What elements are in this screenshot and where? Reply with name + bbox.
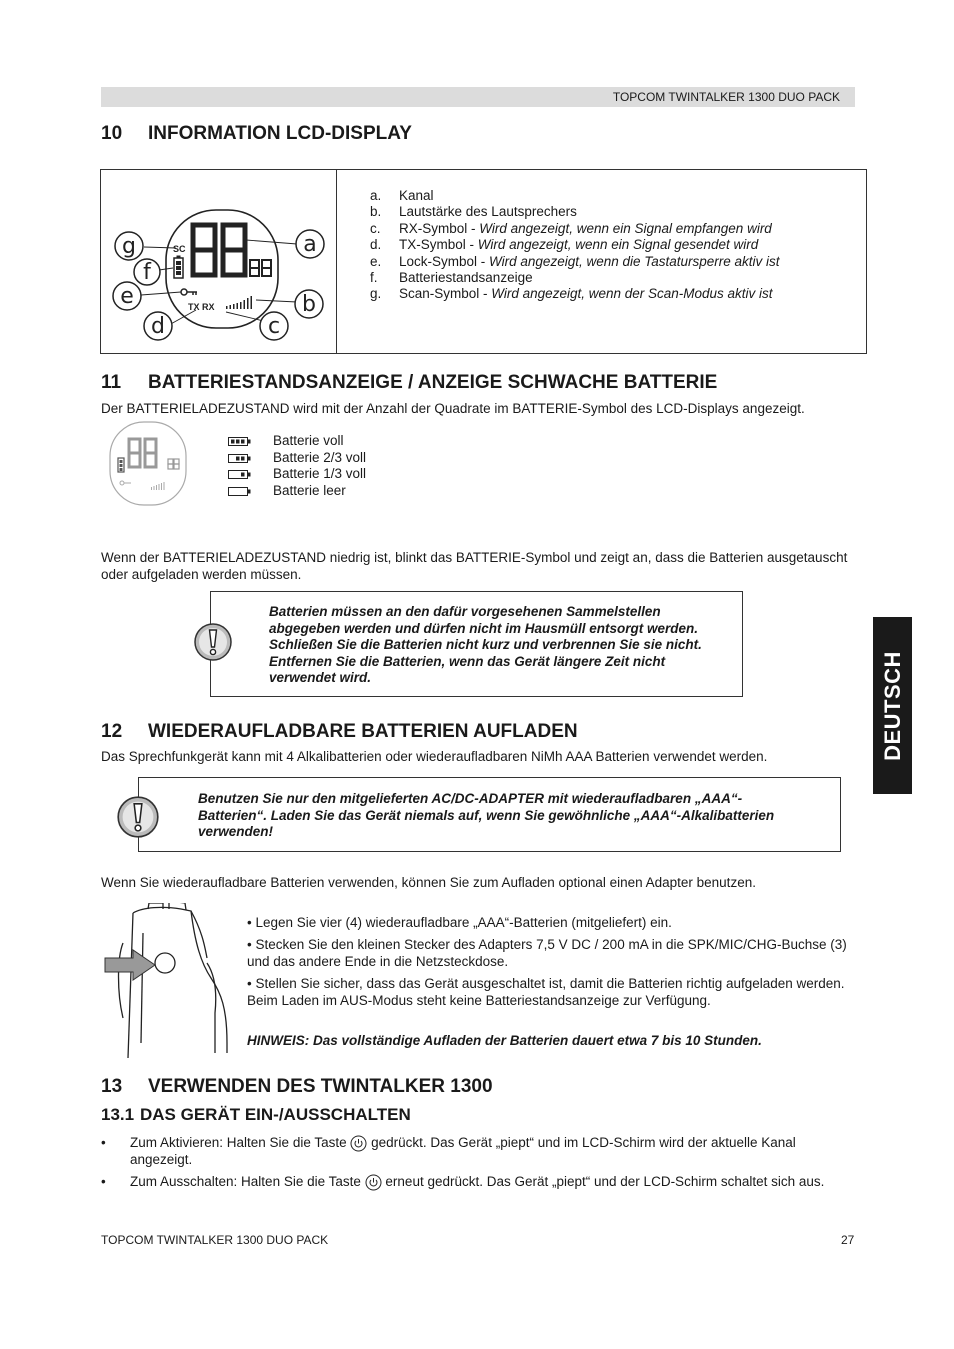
diagram-letter-g: g [122, 234, 136, 259]
battery-warning-text: Batterien müssen an den dafür vorgesehenen Sammelstellen abgegeben werden und dürfen nicht im Hausmüll entsorgt werden. Schließen Sie die Batterien nicht kurz und verbrennen Sie sie nicht. Entfernen Sie die Batterien, wenn das Gerät längere Zeit nicht verwendet wird. [269, 604, 702, 685]
rechargeable-intro-text: Das Sprechfunkgerät kann mit 4 Alkalibatterien oder wiederaufladbaren NiMh AAA Batterien verwendet werden. [101, 749, 768, 764]
table-divider [336, 170, 337, 353]
header-bar [101, 87, 855, 107]
section-11-heading [101, 372, 717, 394]
list-item: • Zum Aktivieren: Halten Sie die Taste gedrückt. Das Gerät „piept“ und im LCD-Schirm wird der aktuelle Kanal angezeigt. [101, 1135, 796, 1167]
list-item: e. Lock-Symbol - Wird angezeigt, wenn die Tastatursperre aktiv ist [370, 253, 780, 269]
battery-intro-text: Der BATTERIELADEZUSTAND wird mit der Anzahl der Quadrate im BATTERIE-Symbol des LCD-Displays angezeigt. [101, 401, 805, 416]
list-item: g. Scan-Symbol - Wird angezeigt, wenn der Scan-Modus aktiv ist [370, 286, 773, 302]
language-side-tab [873, 617, 912, 794]
list-item: f. Batteriestandsanzeige [370, 270, 533, 286]
list-item: b. Lautstärke des Lautsprechers [370, 204, 577, 220]
header-product: TOPCOM TWINTALKER 1300 DUO PACK [612, 90, 840, 104]
footer-product: TOPCOM TWINTALKER 1300 DUO PACK [101, 1233, 329, 1247]
section-number: 10 [101, 123, 123, 144]
lcd-battery-icon [174, 256, 183, 279]
list-item: • Legen Sie vier (4) wiederaufladbare „AAA“-Batterien (mitgeliefert) ein. [247, 915, 672, 930]
battery-empty-icon [228, 487, 251, 496]
adapter-intro-text: Wenn Sie wiederaufladbare Batterien verwenden, können Sie zum Aufladen optional einen Adapter benutzen. [101, 875, 756, 890]
warning-exclamation-icon [116, 795, 160, 839]
battery-state-two-thirds: Batterie 2/3 voll [228, 450, 366, 467]
power-button-icon [365, 1174, 382, 1191]
lcd-info-table [100, 169, 867, 354]
language-label: DEUTSCH [879, 650, 905, 761]
radio-charging-illustration [103, 903, 231, 1061]
battery-low-text: Wenn der BATTERIELADEZUSTAND niedrig ist, blinkt das BATTERIE-Symbol und zeigt an, dass die Batterien ausgetauscht oder aufgeladen werden müssen. [101, 550, 848, 582]
page-number: 27 [841, 1233, 855, 1247]
diagram-letter-a: a [303, 232, 317, 257]
section-10-heading [101, 123, 412, 145]
battery-states-list [228, 433, 366, 499]
list-item: c. RX-Symbol - Wird angezeigt, wenn ein Signal empfangen wird [370, 220, 772, 236]
list-item: • Stecken Sie den kleinen Stecker des Adapters 7,5 V DC / 200 mA in die SPK/MIC/CHG-Buchse (3) und das andere Ende in die Netzsteckdose. [247, 937, 847, 969]
subsection-13-1-heading [101, 1105, 411, 1125]
list-item: • Zum Ausschalten: Halten Sie die Taste erneut gedrückt. Das Gerät „piept“ und der LCD-Schirm schaltet sich aus. [101, 1174, 825, 1190]
diagram-letter-b: b [302, 292, 316, 317]
warning-exclamation-icon [193, 622, 233, 662]
lcd-legend [370, 188, 780, 303]
battery-state-one-third: Batterie 1/3 voll [228, 466, 366, 483]
battery-state-empty: Batterie leer [228, 483, 366, 500]
adapter-warning-text: Benutzen Sie nur den mitgelieferten AC/DC-ADAPTER mit wiederaufladbaren „AAA“-Batterien“. Laden Sie das Gerät niemals auf, wenn Sie gewöhnliche „AAA“-Alkalibatterien verwenden! [198, 791, 775, 839]
diagram-letter-d: d [151, 314, 165, 339]
power-button-icon [350, 1135, 367, 1152]
section-12-heading [101, 721, 578, 743]
section-title: INFORMATION LCD-DISPLAY [148, 123, 412, 144]
section-title: VERWENDEN DES TWINTALKER 1300 [148, 1076, 493, 1097]
lcd-lock-icon [181, 289, 197, 295]
list-item: d. TX-Symbol - Wird angezeigt, wenn ein Signal gesendet wird [370, 237, 759, 253]
section-number: 13 [101, 1076, 123, 1097]
battery-full-icon [228, 437, 251, 446]
battery-one-third-icon [228, 470, 251, 479]
section-13-heading [101, 1076, 493, 1098]
battery-state-full: Batterie voll [228, 433, 366, 450]
charging-steps [247, 914, 852, 1014]
subsection-number: 13.1 [101, 1105, 135, 1124]
section-number: 11 [101, 372, 122, 393]
diagram-letter-e: e [120, 284, 134, 309]
diagram-letter-f: f [143, 260, 151, 285]
bullet-dot: • [101, 1135, 106, 1150]
subsection-title: DAS GERÄT EIN-/AUSSCHALTEN [140, 1105, 411, 1124]
charging-note: HINWEIS: Das vollständige Aufladen der Batterien dauert etwa 7 bis 10 Stunden. [247, 1033, 762, 1048]
lcd-sc-label: SC [173, 244, 186, 254]
lcd-txrx-label: TX RX [188, 302, 215, 312]
section-title: WIEDERAUFLADBARE BATTERIEN AUFLADEN [148, 721, 578, 742]
list-item: a. Kanal [370, 188, 434, 203]
section-number: 12 [101, 721, 123, 742]
small-lcd-image [109, 421, 187, 506]
bullet-dot: • [101, 1174, 106, 1189]
diagram-letter-c: c [267, 314, 281, 339]
list-item: • Stellen Sie sicher, dass das Gerät ausgeschaltet ist, damit die Batterien richtig aufgeladen werden. Beim Laden im AUS-Modus steht keine Batteriestandsanzeige zur Verfügung. [247, 976, 845, 1008]
section-title: BATTERIESTANDSANZEIGE / ANZEIGE SCHWACHE BATTERIE [148, 372, 718, 393]
lcd-diagram [111, 200, 331, 345]
battery-two-thirds-icon [228, 454, 251, 463]
